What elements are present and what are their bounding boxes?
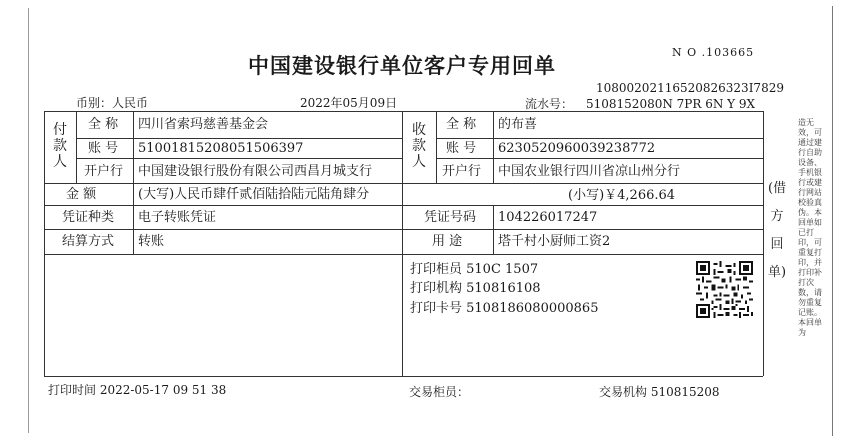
receipt-title: 中国建设银行单位客户专用回单	[248, 54, 556, 78]
purpose-label: 用 途	[432, 234, 463, 249]
payer-name: 四川省索玛慈善基金会	[138, 117, 269, 132]
payer-name-label: 全 称	[88, 117, 119, 132]
qr-code-icon	[696, 261, 753, 318]
amount-lowercase: (小写)￥4,266.64	[568, 188, 676, 203]
voucher-type-label: 凭证种类	[62, 210, 115, 225]
left-border	[28, 8, 29, 433]
payee-account-label: 账 号	[446, 141, 477, 156]
settlement-method: 转账	[138, 234, 165, 249]
right-border	[832, 6, 833, 436]
payee-name-label: 全 称	[446, 117, 477, 132]
payer-account-label: 账 号	[88, 141, 119, 156]
payer-bank: 中国建设银行股份有限公司西昌月城支行	[138, 164, 373, 179]
payee-account: 6230520960039238772	[498, 141, 656, 156]
voucher-no-label: 凭证号码	[424, 210, 477, 225]
purpose: 塔千村小厨师工资2	[498, 234, 611, 249]
trade-teller: 交易柜员：	[409, 385, 470, 399]
serial-long: 10800202116520826323I7829	[596, 81, 784, 95]
payer-account: 51001815208051506397	[138, 141, 304, 156]
voucher-type: 电子转账凭证	[138, 210, 217, 225]
print-org: 打印机构 510816108	[410, 281, 541, 296]
print-card: 打印卡号 5108186080000865	[410, 301, 599, 316]
voucher-no: 104226017247	[498, 210, 598, 225]
receipt-number: N O .103665	[672, 46, 755, 59]
settlement-method-label: 结算方式	[62, 234, 115, 249]
payer-bank-label: 开户行	[84, 164, 124, 179]
trade-org: 交易机构 510815208	[599, 385, 720, 399]
currency: 币别：人民币	[76, 96, 149, 110]
date: 2022年05月09日	[300, 96, 398, 110]
payer-label: 付款人	[53, 122, 67, 170]
payee-bank-label: 开户行	[442, 164, 482, 179]
print-teller: 打印柜员 510C 1507	[410, 262, 539, 277]
amount-label: 金 额	[66, 187, 97, 202]
amount-uppercase: (大写)人民币肆仟贰佰陆拾陆元陆角肆分	[138, 187, 370, 202]
payee-name: 的布喜	[498, 117, 538, 132]
flow-number: 5108152080N 7PR 6N Y 9X	[586, 97, 756, 111]
payee-bank: 中国农业银行四川省凉山州分行	[498, 164, 681, 179]
side-note: 造无效，可通过建行自助设备、手机银行或建行网站校验真伪。本回单如已打印，可重复打印，并打印补打次数，请勿重复记账。本回单为	[798, 118, 822, 337]
print-time: 打印时间 2022-05-17 09 51 38	[48, 383, 227, 397]
borrow-receipt-label: (借方回单)	[768, 181, 787, 280]
payee-label: 收款人	[412, 122, 426, 170]
flow-label: 流水号：	[525, 97, 574, 111]
